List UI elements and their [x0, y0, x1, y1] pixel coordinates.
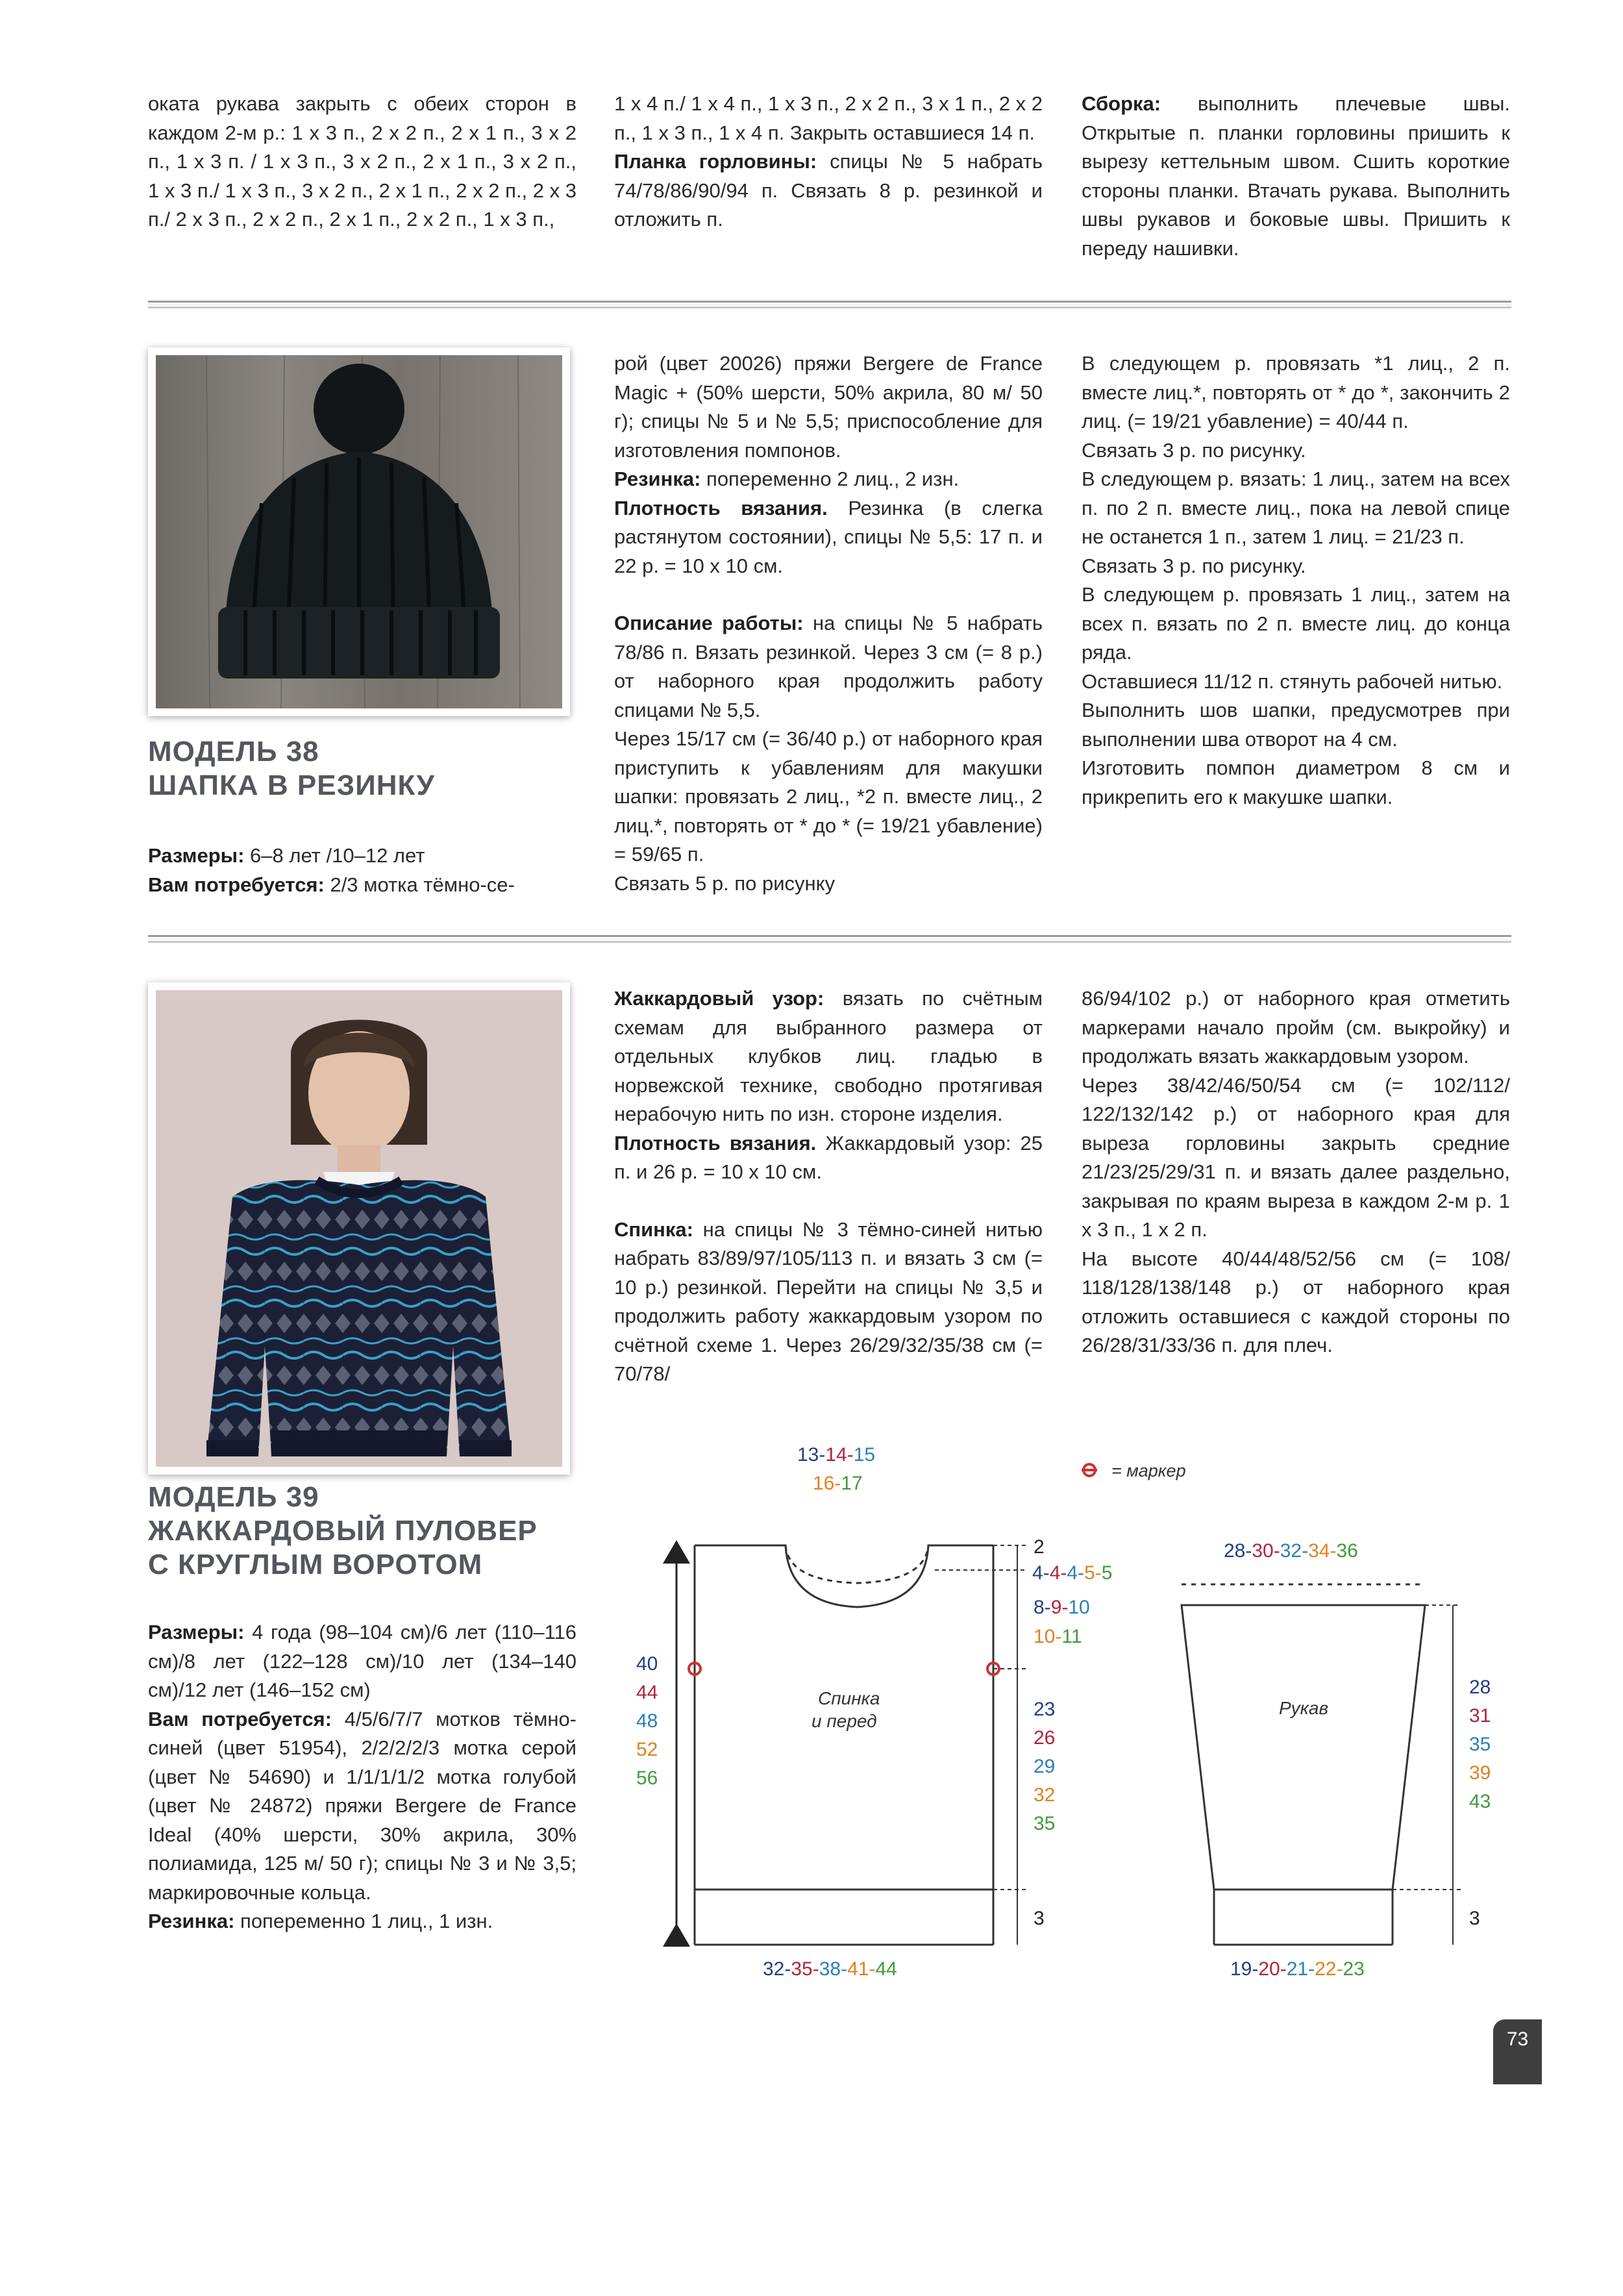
model38-rib-label: Резинка: [614, 468, 701, 490]
model39-col-2 [614, 984, 1043, 1389]
model38-sizes [148, 842, 576, 871]
model39-title-line1: МОДЕЛЬ 39 [148, 1481, 319, 1513]
model39-back-text: на спицы № 3 тёмно-синей нитью набрать 83/89/97/105/113 п. и вязать 3 см (= 10 р.) резинкой. Перейти на спицы № 3,5 и продолжить работу жаккардовым узором по счётной схеме 1. Через 26/29/32/35/38 см (= 70/78/ [614, 1217, 1043, 1385]
sleeve-lengths [1469, 1677, 1491, 1812]
sleeve-cuff-width: 19-20-21-22-23 [1230, 1958, 1365, 1980]
model39-sizes-label: Размеры: [148, 1621, 245, 1643]
body-label-line2: и перед [812, 1711, 877, 1731]
model38-density-text: Резинка (в слегка растянутом состоянии), спицы № 5,5: 17 п. и 22 р. = 10 х 10 см. [614, 496, 1043, 577]
model39-col-3 [1082, 984, 1510, 1360]
model38-col3-p3: В следующем р. вязать: 1 лиц., затем на всех п. по 2 п. вместе лиц., пока на левой спице не останется 1 п., затем 1 лиц. = 21/23 п. [1082, 468, 1510, 548]
model38-col3-p8: Изготовить помпон диаметром 8 см и прикрепить его к макушке шапки. [1082, 756, 1510, 808]
body-side-lengths [1034, 1699, 1055, 1834]
sleeve-label: Рукав [1279, 1698, 1329, 1718]
sweater-image [148, 982, 570, 1475]
body-total-heights [636, 1653, 658, 1789]
svg-text:52: 52 [636, 1739, 658, 1760]
model38-title-line1: МОДЕЛЬ 38 [148, 736, 319, 767]
model38-col3-p1: В следующем р. провязать *1 лиц., 2 п. вместе лиц.*, повторять от * до *, закончить 2 лиц. (= 19/21 убавление) = 40/44 п. [1082, 352, 1510, 432]
top-col-1 [148, 90, 576, 234]
pattern-schematic [623, 1429, 1545, 1987]
model38-col3-p5: В следующем р. провязать 1 лиц., затем на всех п. вязать по 2 п. вместе лиц. до конца ряда. [1082, 583, 1510, 664]
model39-density [614, 1129, 1043, 1187]
model39-title-line3: С КРУГЛЫМ ВОРОТОМ [148, 1549, 483, 1580]
body-rib-height: 3 [1034, 1908, 1045, 1929]
model38-needs-text: 2/3 мотка тёмно-се- [324, 873, 515, 896]
svg-text:39: 39 [1469, 1762, 1491, 1784]
model38-decrease: Через 15/17 см (= 36/40 р.) от наборного края приступить к убавлениям для макушки шапки: провязать 2 лиц., *2 п. вместе лиц., 2 лиц.*, повторять от * до * (= 19/21 убавление) = 59/65 п. [614, 727, 1043, 866]
armhole-height-b: 10-11 [1034, 1626, 1082, 1647]
model38-sizes-text: 6–8 лет /10–12 лет [244, 844, 425, 867]
assembly-paragraph [1082, 90, 1510, 263]
top-col-3 [1082, 90, 1510, 263]
top-col-2 [614, 90, 1043, 234]
sleeve-top-width: 28-30-32-34-36 [1224, 1540, 1358, 1562]
model39-col-1 [148, 1618, 576, 1936]
model38-work-label: Описание работы: [614, 612, 804, 634]
model38-rib [614, 465, 1043, 494]
model38-work [614, 609, 1043, 725]
model39-density-label: Плотность вязания. [614, 1131, 817, 1154]
assembly-text: выполнить плечевые швы. Открытые п. планки горловины пришить к вырезу кеттельным швом. Сшить короткие стороны планки. Втачать рукава. Выполнить швы рукавов и боковые швы. Пришить к переду нашивки. [1082, 92, 1510, 260]
hat-photo [148, 347, 570, 716]
model38-yarn: рой (цвет 20026) пряжи Bergere de France Magic + (50% шерсти, 50% акрила, 80 м/ 50 г); спицы № 5 и № 5,5; приспособление для изготовления помпонов. [614, 352, 1043, 462]
model39-sizes [148, 1618, 576, 1705]
shoulder-drop: 4-4-4-5-5 [1032, 1562, 1113, 1584]
neckband-text: спицы № 5 набрать 74/78/86/90/94 п. Связать 8 р. резинкой и отложить п. [614, 150, 1043, 231]
model39-jacquard [614, 984, 1043, 1129]
svg-text:48: 48 [636, 1710, 658, 1732]
neck-width-top: 13-14-15 [797, 1444, 876, 1466]
model39-needs-label: Вам потребуется: [148, 1707, 332, 1730]
svg-text:35: 35 [1034, 1813, 1056, 1834]
model39-back [614, 1216, 1043, 1389]
model39-col3-p1: 86/94/102 р.) от наборного края отметить маркерами начало пройм (см. выкройку) и продолжать вязать жаккардовым узором. [1082, 987, 1510, 1067]
model38-title [148, 735, 435, 803]
model39-jacquard-label: Жаккардовый узор: [614, 987, 824, 1010]
svg-text:28: 28 [1469, 1677, 1491, 1698]
svg-text:43: 43 [1469, 1791, 1491, 1812]
top-col2-text: 1 х 4 п./ 1 х 4 п., 1 х 3 п., 2 х 2 п., 3 х 1 п., 2 х 2 п., 1 х 3 п., 1 х 4 п. Закрыть оставшиеся 14 п. [614, 92, 1043, 144]
model38-title-line2: ШАПКА В РЕЗИНКУ [148, 769, 435, 801]
model39-jacquard-text: вязать по счётным схемам для выбранного размера от отдельных клубков лиц. гладью в норвежской технике, свободно протягивая нерабочую нить по изн. стороне изделия. [614, 987, 1043, 1125]
body-markers [689, 1663, 999, 1675]
model39-col3-p3: На высоте 40/44/48/52/56 см (= 108/ 118/128/138/148 р.) от наборного края отложить оставшиеся с каждой стороны по 26/28/31/33/36 п. для плеч. [1082, 1247, 1510, 1356]
neckband-label: Планка горловины: [614, 150, 817, 173]
marker-legend-text: = маркер [1111, 1461, 1186, 1480]
model39-density-text: Жаккардовый узор: 25 п. и 26 р. = 10 х 10 см. [614, 1131, 1043, 1183]
model39-col3-p2: Через 38/42/46/50/54 см (= 102/112/ 122/132/142 р.) от наборного края для выреза горловины закрыть средние 21/23/25/29/31 п. и вязать далее раздельно, закрывая по краям выреза в каждом 2-м р. 1 х 3 п., 1 х 2 п. [1082, 1073, 1510, 1241]
svg-text:44: 44 [636, 1682, 658, 1703]
model39-sizes-text: 4 года (98–104 см)/6 лет (110–116 см)/8 лет (122–128 см)/10 лет (134–140 см)/12 лет (146–152 см) [148, 1621, 576, 1701]
model39-needs [148, 1705, 576, 1908]
body-width: 32-35-38-41-44 [763, 1958, 897, 1980]
top-col1-text: оката рукава закрыть с обеих сторон в каждом 2-м р.: 1 х 3 п., 2 х 2 п., 2 х 1 п., 3 х 2 п., 1 х 3 п. / 1 х 3 п., 3 х 2 п., 2 х 1 п., 3 х 2 п., 1 х 3 п./ 1 х 3 п., 3 х 2 п., 2 х 1 п., 2 х 2 п., 2 х 3 п./ 2 х 3 п., 2 х 2 п., 2 х 1 п., 2 х 2 п., 1 х 3 п., [148, 92, 576, 231]
model38-col3-p6: Оставшиеся 11/12 п. стянуть рабочей нитью. [1082, 669, 1503, 693]
sleeve-piece [1182, 1605, 1425, 1945]
neck-width-top-2: 16-17 [813, 1473, 863, 1494]
body-piece [695, 1545, 993, 1945]
model38-rows: Связать 5 р. по рисунку [614, 871, 836, 895]
model38-col3-p4: Связать 3 р. по рисунку. [1082, 554, 1306, 577]
assembly-label: Сборка: [1082, 92, 1161, 115]
model38-col-3 [1082, 349, 1510, 812]
neck-depth: 2 [1034, 1536, 1045, 1558]
model38-col3-p7: Выполнить шов шапки, предусмотрев при выполнении шва отворот на 4 см. [1082, 699, 1510, 751]
marker-legend [1082, 1461, 1186, 1480]
armhole-height-a: 8-9-10 [1034, 1597, 1090, 1618]
divider-1 [148, 301, 1511, 308]
svg-text:32: 32 [1034, 1784, 1056, 1806]
sweater-photo [148, 982, 570, 1475]
page-number: 73 [1493, 2019, 1542, 2084]
svg-text:26: 26 [1034, 1727, 1056, 1749]
model38-sizes-label: Размеры: [148, 844, 245, 867]
hat-image [148, 347, 570, 716]
model38-rib-text: попеременно 2 лиц., 2 изн. [700, 468, 960, 490]
model39-rib-text: попеременно 1 лиц., 1 изн. [234, 1910, 493, 1932]
model38-density-label: Плотность вязания. [614, 496, 828, 519]
model38-col-2 [614, 349, 1043, 898]
model39-needs-text: 4/5/6/7/7 мотков тёмно-синей (цвет 51954), 2/2/2/2/3 мотка серой (цвет № 54690) и 1/1/1/1/2 мотка голубой (цвет № 24872) пряжи Bergere de France Ideal (40% шерсти, 30% акрила, 30% полиамида, 125 м/ 50 г); спицы № 3 и № 3,5; маркировочные кольца. [148, 1707, 577, 1904]
model38-col-1 [148, 842, 576, 899]
model39-rib [148, 1907, 576, 1936]
svg-text:56: 56 [636, 1767, 658, 1789]
model38-needs-label: Вам потребуется: [148, 873, 325, 896]
svg-text:40: 40 [636, 1653, 658, 1675]
model39-title-line2: ЖАККАРДОВЫЙ ПУЛОВЕР [148, 1515, 538, 1547]
model39-rib-label: Резинка: [148, 1910, 235, 1932]
model38-needs [148, 871, 576, 900]
model39-back-label: Спинка: [614, 1217, 693, 1241]
divider-2 [148, 935, 1511, 943]
svg-text:29: 29 [1034, 1756, 1056, 1777]
model38-col3-p2: Связать 3 р. по рисунку. [1082, 438, 1306, 462]
model39-title [148, 1480, 538, 1582]
svg-text:23: 23 [1034, 1699, 1056, 1720]
sleeve-rib-height: 3 [1469, 1908, 1480, 1929]
neckband-paragraph [614, 147, 1043, 234]
svg-text:31: 31 [1469, 1705, 1491, 1727]
model38-density [614, 494, 1043, 581]
svg-text:35: 35 [1469, 1734, 1491, 1755]
model38-work-text: на спицы № 5 набрать 78/86 п. Вязать резинкой. Через 3 см (= 8 р.) от наборного края продолжить работу спицами № 5,5. [614, 612, 1043, 721]
body-label-line1: Спинка [818, 1688, 880, 1708]
